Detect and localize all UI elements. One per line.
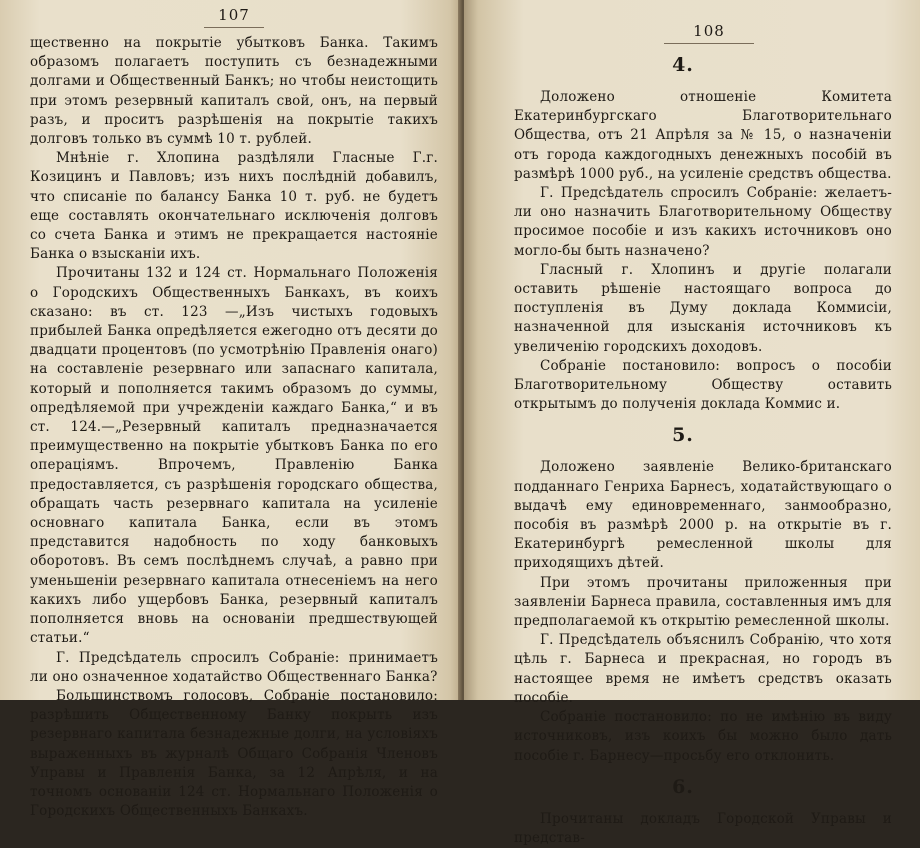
left-paragraph-5: Большинствомъ голосовъ, Собраніе постановило: разрѣшить Общественному Банку покрыть изъ резервнаго капитала безнадежные долги, на условіяхъ выраженныхъ въ журналѣ Общаго Собранія Членовъ Управы и Правленія Банка, за 12 Апрѣля, и на точномъ основаніи 124 ст. Нормальнаго Положенія о Городскихъ Общественныхъ Банкахъ. xyxy=(30,687,438,820)
section-4-paragraph-1: Доложено отношеніе Комитета Екатеринбургскаго Благотворительнаго Общества, отъ 21 Апрѣля за № 15, о назначеніи отъ города каждогодныхъ денежныхъ пособій въ размѣрѣ 1000 руб., на усиленіе средствъ общества. xyxy=(514,89,892,182)
section-4-paragraph-4: Собраніе постановило: вопросъ о пособіи Благотворительному Обществу оставить открытымъ до полученія доклада Коммис и. xyxy=(514,357,892,413)
left-paragraph-1: щественно на покрытіе убытковъ Банка. Такимъ образомъ полагаетъ поступить съ безнадежными долгами и Общественный Банкъ; но чтобы неистощить при этомъ резервный капиталъ свой, онъ, на первый разъ, и проситъ разрѣшенія на покрытіе такихъ долговъ только въ суммѣ 10 т. рублей. xyxy=(30,35,438,148)
section-6-paragraph-1: Прочитаны докладъ Городской Управы и представ- xyxy=(514,810,892,846)
left-page-body xyxy=(30,34,438,821)
left-paragraph-2: Мнѣніе г. Хлопина раздѣляли Гласные Г.г. Козицинъ и Павловъ; изъ нихъ послѣдній добавилъ, что списаніе по балансу Банка 10 т. руб. не будетъ еще составлять окончательнаго исключенія долговъ со счета Банка и этимъ не прекращается настояніе Банка о взысканіи ихъ. xyxy=(30,150,438,263)
left-paragraph-4: Г. Предсѣдатель спросилъ Собраніе: принимаетъ ли оно означенное ходатайство Общественнаго Банка? xyxy=(30,649,438,685)
right-page-number: 108 xyxy=(664,22,754,44)
left-page-number: 107 xyxy=(204,6,264,28)
section-number-4: 4. xyxy=(672,54,694,76)
section-5-paragraph-3: Г. Предсѣдатель объяснилъ Собранію, что хотя цѣль г. Барнеса и прекрасная, но городъ въ настоящее время не имѣетъ средствъ оказать пособіе. xyxy=(514,632,892,706)
section-5-paragraph-2: При этомъ прочитаны приложенныя при заявленіи Барнеса правила, составленныя имъ для предполагаемой къ открытію ремесленной школы. xyxy=(514,574,892,630)
section-4-paragraph-2: Г. Предсѣдатель спросилъ Собраніе: желаетъ-ли оно назначить Благотворительному Обществу просимое пособіе и изъ какихъ источниковъ оно могло-бы быть назначено? xyxy=(514,185,892,259)
right-page xyxy=(464,0,920,846)
section-5-paragraph-4: Собраніе постановило: по не имѣнію въ виду источниковъ, изъ коихъ бы можно было дать пособіе г. Барнесу—просьбу его отклонить. xyxy=(514,709,892,764)
section-5-paragraph-1: Доложено заявленіе Велико-британскаго подданнаго Генриха Барнесъ, ходатайствующаго о выдачѣ ему единовременнаго, занмообразно, пособія въ размѣрѣ 2000 р. на открытіе въ г. Екатеринбургѣ ремесленной школы для приходящихъ дѣтей. xyxy=(514,459,892,572)
left-page xyxy=(0,0,462,820)
section-4-paragraph-3: Гласный г. Хлопинъ и другіе полагали оставить рѣшеніе настоящаго вопроса до поступленія въ Думу доклада Коммисіи, назначенной для изысканія источниковъ къ увеличенію городскихъ доходовъ. xyxy=(514,261,892,355)
left-paragraph-3: Прочитаны 132 и 124 ст. Нормальнаго Положенія о Городскихъ Общественныхъ Банкахъ, въ коихъ сказано: въ ст. 123 —„Изъ чистыхъ годовыхъ прибылей Банка опредѣляется ежегодно отъ десяти до двадцати процентовъ (по усмотрѣнію Правленія онаго) на составленіе резервнаго или запаснаго капитала, который и пополняется такимъ образомъ до суммы, опредѣляемой при учрежденіи каждаго Банка,“ и въ ст. 124.—„Резервный капиталъ предназначается преимущественно на покрытіе убытковъ Банка по его операціямъ. Впрочемъ, Правленію Банка предоставляется, съ разрѣшенія городскаго общества, обращать часть резервнаго капитала на усиленіе основнаго капитала Банка, если въ этомъ представится надобность по ходу банковыхъ оборотовъ. Въ семъ послѣднемъ случаѣ, а равно при уменьшеніи резервнаго капитала отнесеніемъ на него какихъ либо ущербовъ Банка, резервный капиталъ пополняется вновь на основаніи предшествующей статьи.“ xyxy=(30,265,438,647)
section-number-5: 5. xyxy=(672,424,694,447)
section-number-6: 6. xyxy=(672,775,694,798)
